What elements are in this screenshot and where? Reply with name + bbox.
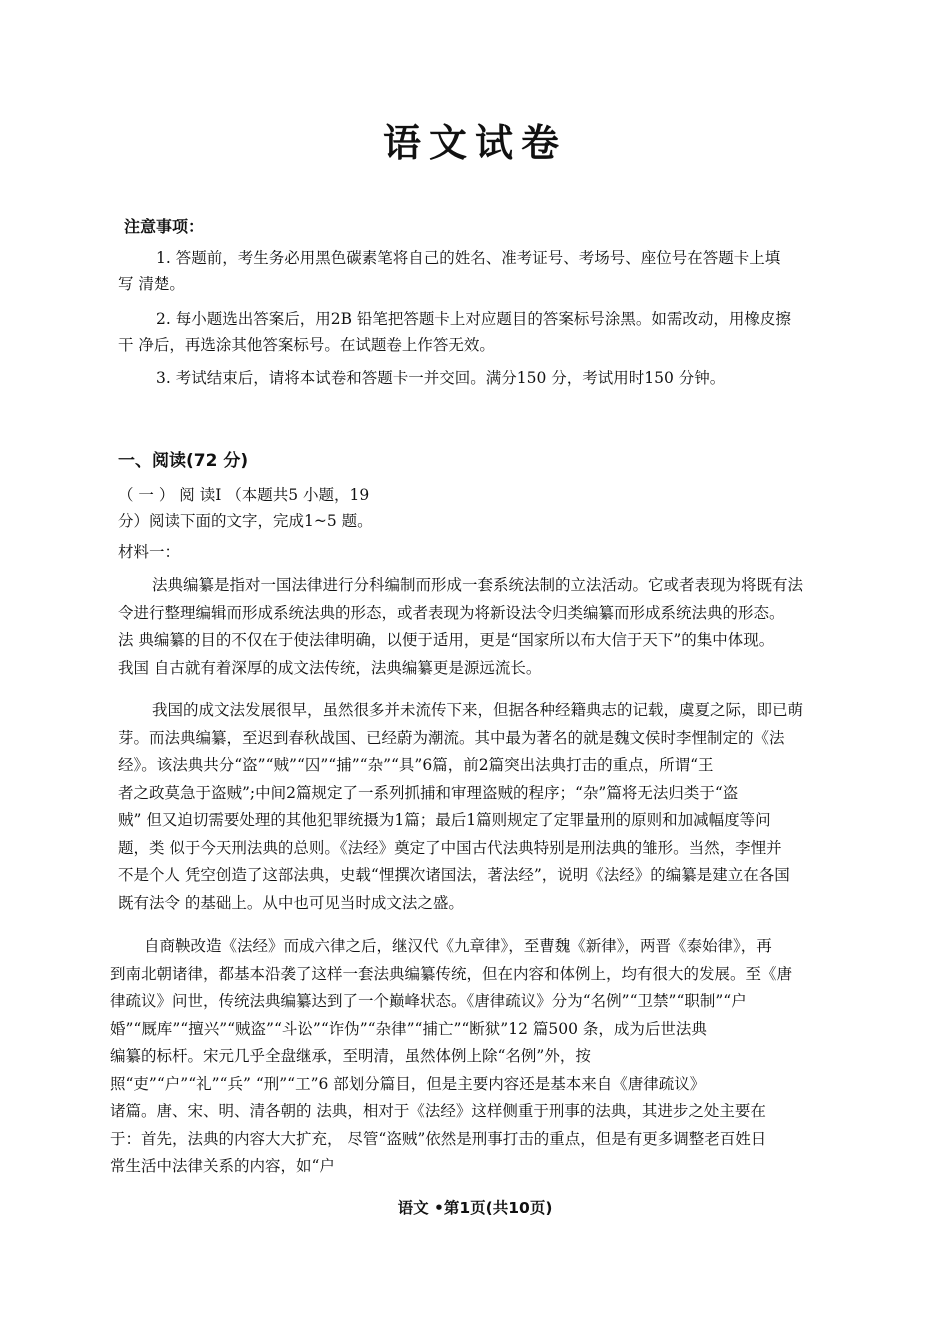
- paragraph-line: 我国 自古就有着深厚的成文法传统，法典编纂更是源远流长。: [118, 658, 542, 677]
- page-title: 语文试卷: [382, 121, 567, 165]
- paragraph-line: 贼” 但又迫切需要处理的其他犯罪统摄为1篇；最后1篇则规定了定罪量刑的原则和加减幅度等问: [118, 811, 771, 829]
- paragraph-line: 自商鞅改造《法经》而成六律之后，继汉代《九章律》，至曹魏《新律》，两晋《泰始律》，再: [144, 937, 772, 955]
- notice-item-2-line1: 2. 每小题选出答案后，用2B 铅笔把答题卡上对应题目的答案标号涂黑。如需改动，用橡皮擦: [156, 310, 791, 328]
- reading-instructions-line1: （ 一 ） 阅 读Ⅰ （本题共5 小题，19: [118, 486, 370, 504]
- paragraph-line: 法 典编纂的目的不仅在于使法律明确，以便于适用，更是“国家所以布大信于天下”的集中体现。: [118, 631, 775, 649]
- page-footer: 语文 •第1页(共10页): [397, 1199, 553, 1217]
- paragraph-line: 不是个人 凭空创造了这部法典，史载“悝撰次诸国法，著法经”，说明《法经》的编纂是建立在各国: [118, 866, 790, 884]
- paragraph-line: 诸篇。唐、宋、明、清各朝的 法典，相对于《法经》这样侧重于刑事的法典，其进步之处主要在: [110, 1102, 766, 1120]
- notice-item-1-line2: 写 清楚。: [118, 275, 185, 293]
- paragraph-line: 令进行整理编辑而形成系统法典的形态，或者表现为将新设法令归类编纂而形成系统法典的形态。: [118, 603, 785, 622]
- notice-item-2: [118, 306, 888, 358]
- paragraph-line: 律疏议》问世，传统法典编纂达到了一个巅峰状态。《唐律疏议》分为“名例”“卫禁”“职制”“户: [110, 992, 747, 1010]
- reading-instructions-line2: 分）阅读下面的文字，完成1~5 题。: [118, 512, 373, 530]
- paragraph-line: 常生活中法律关系的内容，如“户: [110, 1157, 335, 1175]
- paragraph-3: [110, 933, 910, 1181]
- reading-instructions: [118, 482, 418, 534]
- paragraph-line: 到南北朝诸律，都基本沿袭了这样一套法典编纂传统，但在内容和体例上，均有很大的发展。至《唐: [110, 964, 793, 983]
- paragraph-line: 法典编纂是指对一国法律进行分科编制而形成一套系统法制的立法活动。它或者表现为将既有法: [152, 576, 804, 594]
- paragraph-2: [118, 697, 918, 917]
- material-label: 材料一：: [118, 543, 181, 561]
- paragraph-line: 芽。而法典编纂，至迟到春秋战国、已经蔚为潮流。其中最为著名的就是魏文侯时李悝制定的《法: [118, 728, 785, 747]
- paragraph-1: [118, 572, 918, 682]
- notice-item-1-line1: 1. 答题前，考生务必用黑色碳素笔将自己的姓名、准考证号、考场号、座位号在答题卡上填: [156, 249, 781, 267]
- section-heading: 一、阅读(72 分): [118, 451, 249, 471]
- paragraph-line: 题，类 似于今天刑法典的总则。《法经》奠定了中国古代法典特别是刑法典的雏形。当然，李悝并: [118, 838, 782, 857]
- paragraph-line: 既有法令 的基础上。从中也可见当时成文法之盛。: [118, 893, 464, 912]
- notice-item-3-line1: 3. 考试结束后，请将本试卷和答题卡一并交回。满分150 分，考试用时150 分钟。: [156, 369, 726, 387]
- paragraph-line: 照“吏”“户”“礼”“兵” “刑”“工”6 部划分篇目，但是主要内容还是基本来自《唐律疏议》: [110, 1074, 706, 1093]
- notice-item-3: [118, 365, 888, 391]
- notice-item-2-line2: 干 净后，再选涂其他答案标号。在试题卷上作答无效。: [118, 336, 495, 354]
- paragraph-line: 编纂的标杆。宋元几乎全盘继承，至明清，虽然体例上除“名例”外，按: [110, 1047, 591, 1065]
- paragraph-line: 经》。该法典共分“盗”“贼”“囚”“捕”“杂”“具”6篇，前2篇突出法典打击的重点，所谓“王: [118, 756, 714, 774]
- paragraph-line: 我国的成文法发展很早，虽然很多并未流传下来，但据各种经籍典志的记载，虞夏之际，即已萌: [152, 701, 804, 719]
- paragraph-line: 于：首先，法典的内容大大扩充， 尽管“盗贼”依然是刑事打击的重点，但是有更多调整老百姓日: [110, 1129, 767, 1148]
- notice-heading: 注意事项：: [124, 217, 205, 236]
- paragraph-line: 婚”“厩库”“擅兴”“贼盗”“斗讼”“诈伪”“杂律”“捕亡”“断狱”12 篇500 条，成为后世法典: [110, 1019, 707, 1038]
- notice-item-1: [118, 245, 888, 297]
- paragraph-line: 者之政莫急于盗贼”;中间2篇规定了一系列抓捕和审理盗贼的程序；“杂”篇将无法归类于“盗: [118, 783, 739, 802]
